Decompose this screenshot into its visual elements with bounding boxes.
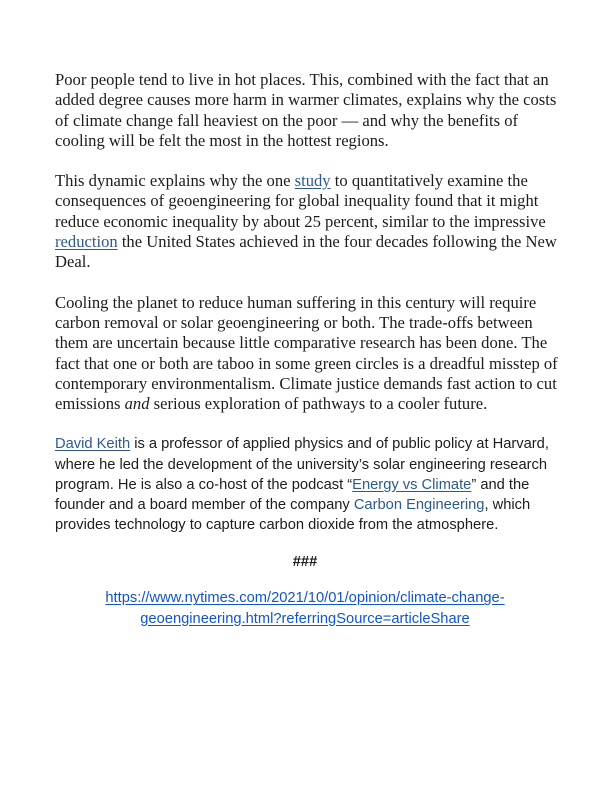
company-link[interactable]: Carbon Engineering xyxy=(353,497,485,514)
bio-text: ” and the founder and a board member of the company xyxy=(55,476,530,514)
source-url-link[interactable] xyxy=(105,590,504,626)
paragraph-text: to quantitatively examine the consequences of geoengineering for global inequality found that it might reduce economic inequality by about 25 percent, similar to the impressive xyxy=(55,171,546,231)
paragraph-inequality-study xyxy=(55,171,564,272)
paragraph-poor-hot-places xyxy=(55,70,564,151)
paragraph-text: serious exploration of pathways to a cooler future. xyxy=(149,394,488,414)
source-url-line1: https://www.nytimes.com/2021/10/01/opinion/climate-change- xyxy=(105,590,505,607)
author-link[interactable]: David Keith xyxy=(55,436,131,453)
source-url xyxy=(55,588,555,628)
emphasis-and: and xyxy=(124,394,150,414)
source-url-line2: geoengineering.html?referringSource=articleShare xyxy=(140,610,470,627)
reduction-link[interactable]: reduction xyxy=(55,232,118,252)
paragraph-cooling-planet xyxy=(55,293,564,415)
paragraph-text: Cooling the planet to reduce human suffering in this century will require carbon removal or solar geoengineering or both. The trade-offs between them are uncertain because little comparative research has been done. The fact that one or both are taboo in some green circles is a dreadful misstep of contemporary environmentalism. Climate justice demands fast action to cut emissions xyxy=(55,292,558,414)
paragraph-text: the United States achieved in the four decades following the New Deal. xyxy=(55,232,557,272)
paragraph-text: Poor people tend to live in hot places. This, combined with the fact that an added degree causes more harm in warmer climates, explains why the costs of climate change fall heaviest on the poor — and why the benefits of cooling will be felt the most in the hottest regions. xyxy=(55,70,557,150)
section-separator: ### xyxy=(292,554,318,571)
podcast-link[interactable]: Energy vs Climate xyxy=(352,476,472,493)
bio-text: is a professor of applied physics and of public policy at Harvard, where he led the development of the university’s solar engineering research program. He is also a co-host of the podcast “ xyxy=(55,436,549,493)
author-bio xyxy=(55,434,564,535)
paragraph-text: This dynamic explains why the one xyxy=(55,171,295,191)
bio-text: , which provides technology to capture carbon dioxide from the atmosphere. xyxy=(55,497,531,534)
study-link[interactable]: study xyxy=(294,171,331,191)
